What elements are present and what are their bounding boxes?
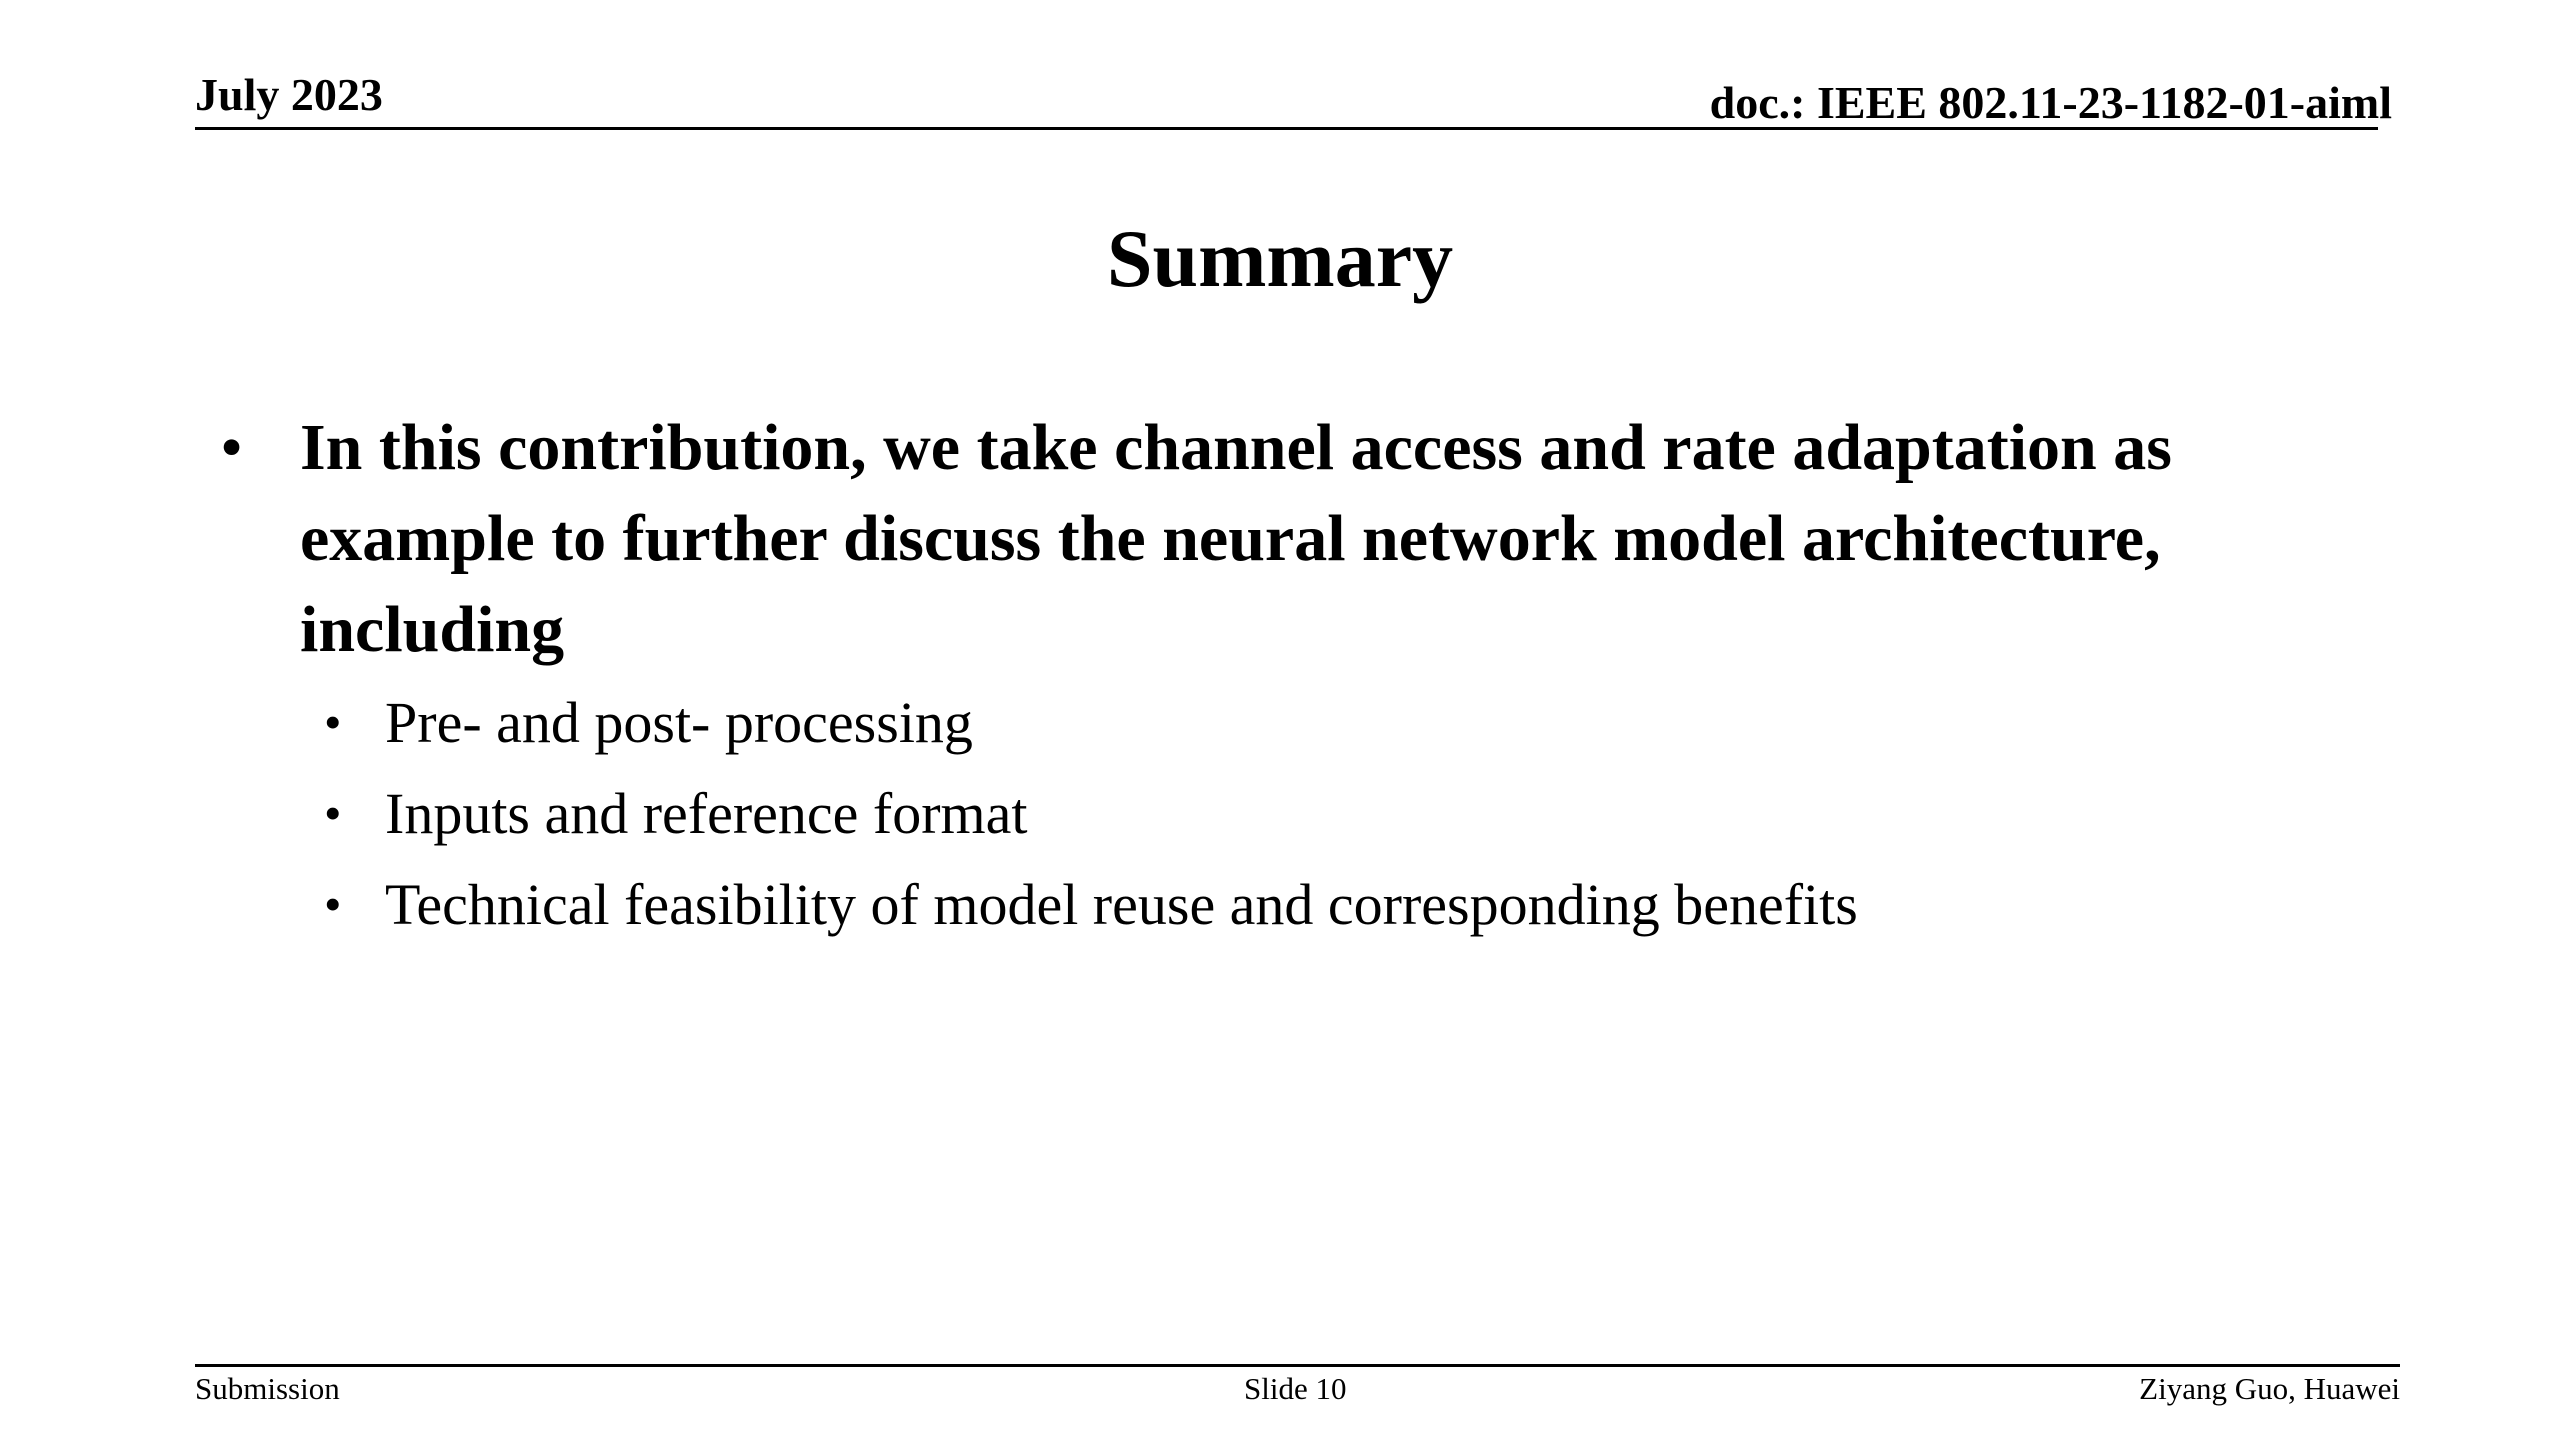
sub-bullet-text: Technical feasibility of model reuse and corresponding benefits xyxy=(385,872,1858,937)
header-date: July 2023 xyxy=(195,69,383,120)
header-divider xyxy=(195,127,2378,130)
sub-bullet-text: Inputs and reference format xyxy=(385,781,1028,846)
bullet-icon: • xyxy=(324,785,342,841)
slide-title: Summary xyxy=(1106,213,1454,304)
sub-bullet-item xyxy=(220,768,2420,859)
sub-bullet-item xyxy=(220,859,2420,950)
sub-bullet-text: Pre- and post- processing xyxy=(385,690,973,755)
sub-bullet-item xyxy=(220,677,2420,768)
bullet-icon: • xyxy=(324,876,342,932)
slide-body xyxy=(220,402,2420,950)
footer-submission: Submission xyxy=(195,1371,340,1406)
bullet-icon: • xyxy=(324,694,342,750)
header-document-id: doc.: IEEE 802.11-23-1182-01-aiml xyxy=(1709,77,2392,128)
footer-author: Ziyang Guo, Huawei xyxy=(2139,1371,2400,1406)
bullet-icon: • xyxy=(220,411,244,484)
main-bullet-text: In this contribution, we take channel access and rate adaptation as example to further discuss the neural network model architecture, including xyxy=(300,411,2172,666)
footer-slide-number: Slide 10 xyxy=(1244,1371,1347,1406)
sub-bullet-list xyxy=(220,677,2420,950)
main-bullet-item xyxy=(220,402,2420,675)
footer-divider xyxy=(195,1364,2400,1367)
